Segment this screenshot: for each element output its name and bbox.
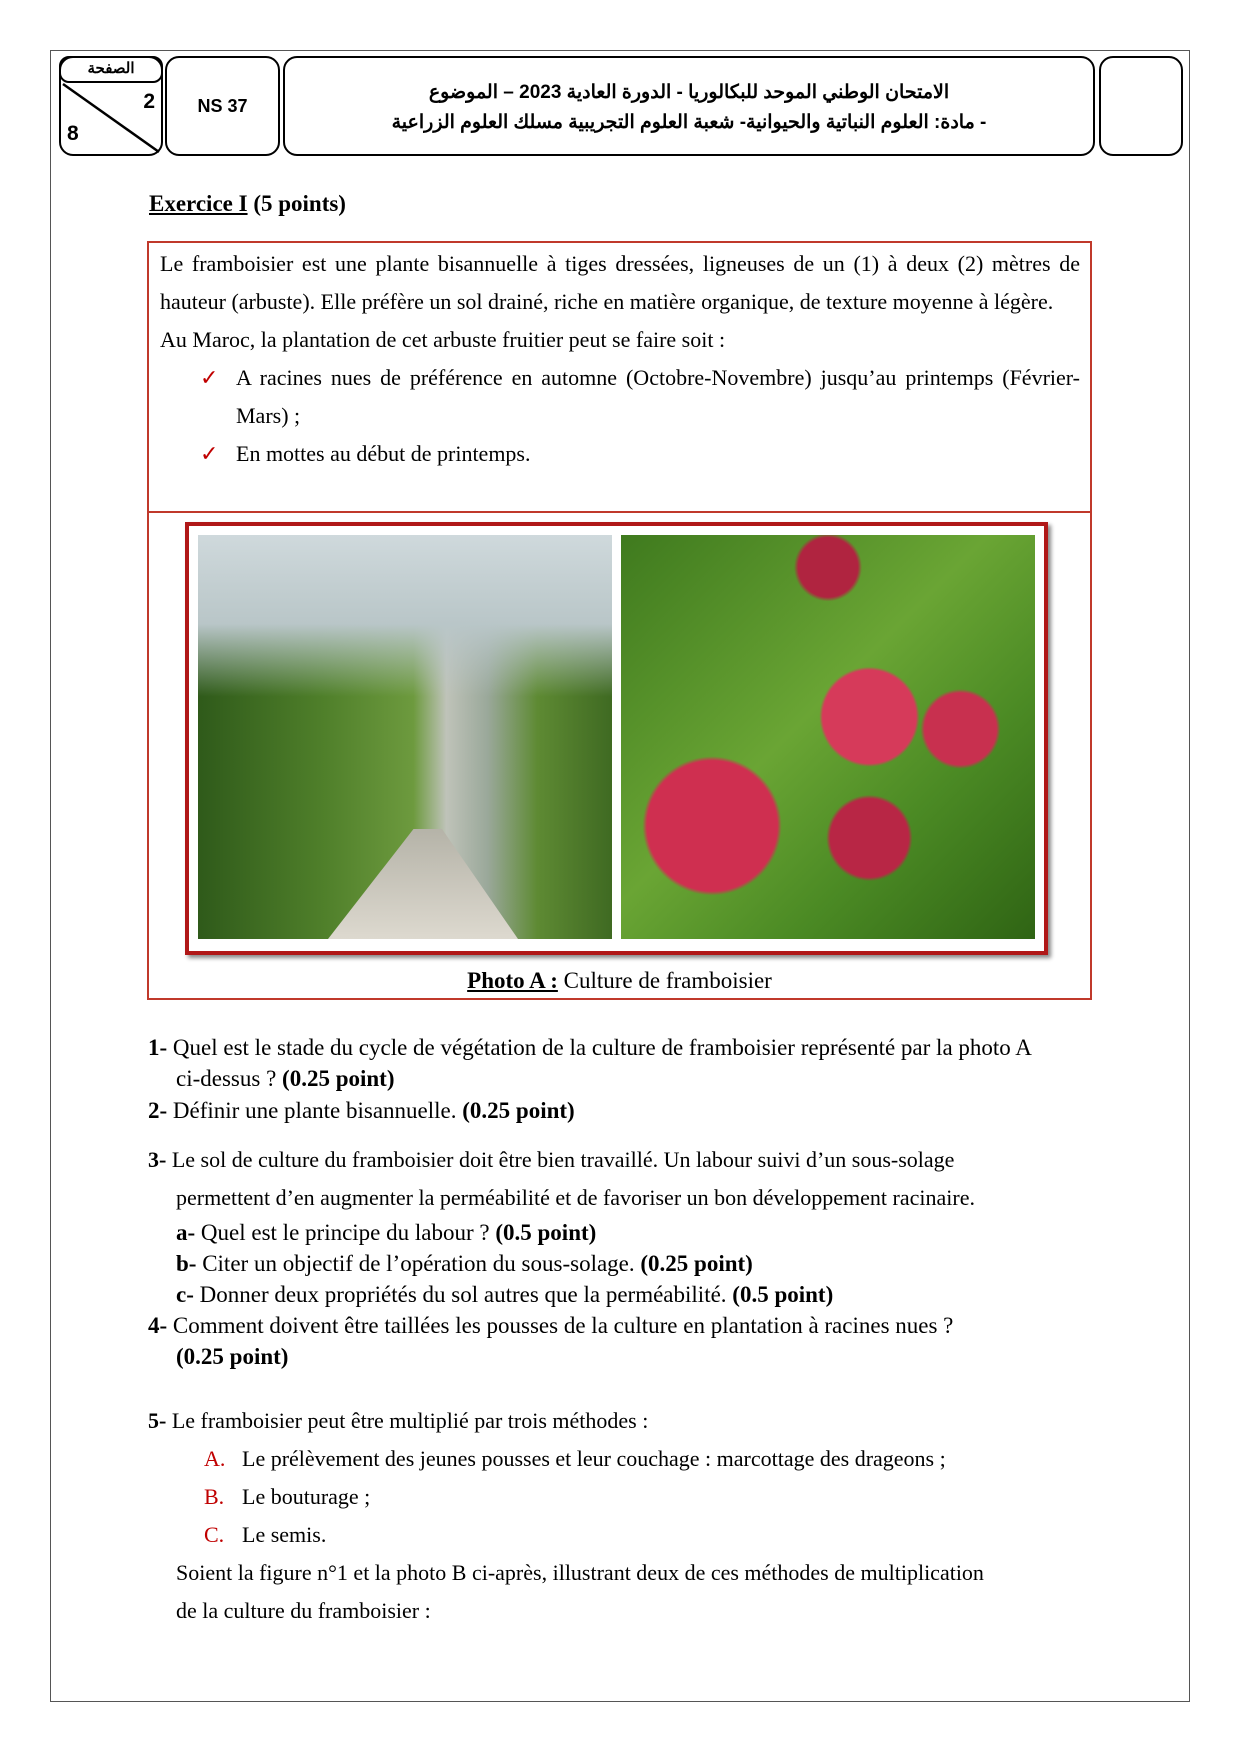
method-letter: C. [204, 1522, 225, 1547]
exercise-title [149, 188, 346, 219]
question-number: 1- [148, 1035, 168, 1060]
question-number: 3- [148, 1147, 167, 1172]
method-letter: A. [204, 1446, 226, 1471]
photo-label: Photo A : [467, 968, 558, 993]
exam-title-box [283, 56, 1095, 156]
sub-question-b [176, 1248, 833, 1279]
divider [149, 511, 1090, 513]
method-item [148, 1516, 984, 1554]
sub-points: (0.5 point) [495, 1220, 597, 1245]
sub-points: (0.5 point) [732, 1282, 834, 1307]
question-number: 2- [148, 1098, 168, 1123]
sub-number: c- [176, 1282, 194, 1307]
sub-text: Quel est le principe du labour ? [200, 1220, 490, 1245]
exercise-name: Exercice I [149, 191, 248, 216]
exercise-points: (5 points) [253, 191, 346, 216]
page-number: 2 [143, 90, 155, 113]
page-label: الصفحة [59, 56, 163, 83]
question-points: (0.25 point) [176, 1344, 289, 1369]
exam-title-line1: الامتحان الوطني الموحد للبكالوريا - الدورة العادية 2023 – الموضوع [428, 82, 950, 103]
question-3-subs [176, 1217, 833, 1310]
greenhouse-photo [198, 535, 612, 939]
question-text: Soient la figure n°1 et la photo B ci-après, illustrant deux de ces méthodes de multiplication [176, 1560, 984, 1585]
intro-bullet [160, 359, 1080, 435]
question-text: Le framboisier peut être multiplié par trois méthodes : [171, 1408, 649, 1433]
method-item [148, 1440, 984, 1478]
question-text: Le sol de culture du framboisier doit être bien travaillé. Un labour suivi d’un sous-solage [171, 1147, 955, 1172]
page-number-box [59, 56, 163, 156]
intro-bullet [160, 435, 1080, 473]
bullet-text: A racines nues de préférence en automne (Octobre-Novembre) jusqu’au printemps (Février-Mars) ; [236, 365, 1080, 428]
method-letter: B. [204, 1484, 225, 1509]
exam-code: NS 37 [165, 56, 280, 156]
method-text: Le prélèvement des jeunes pousses et leur couchage : marcottage des drageons ; [242, 1446, 946, 1471]
bullet-text: En mottes au début de printemps. [236, 441, 531, 466]
question-4 [148, 1310, 953, 1372]
question-text: Quel est le stade du cycle de végétation de la culture de framboisier représenté par la photo A [172, 1035, 1032, 1060]
photo-a-frame [185, 522, 1048, 955]
question-points: (0.25 point) [282, 1066, 395, 1091]
photo-caption [149, 965, 1090, 996]
sub-number: a- [176, 1220, 196, 1245]
question-points: (0.25 point) [462, 1098, 575, 1123]
page-total: 8 [67, 122, 79, 145]
blank-header-box [1099, 56, 1183, 156]
question-number: 5- [148, 1408, 167, 1433]
photo-caption-text: Culture de framboisier [563, 968, 772, 993]
sub-text: Donner deux propriétés du sol autres que la perméabilité. [199, 1282, 727, 1307]
sub-question-a [176, 1217, 833, 1248]
question-text: ci-dessus ? [176, 1066, 277, 1091]
question-5 [148, 1402, 984, 1630]
sub-points: (0.25 point) [640, 1251, 753, 1276]
sub-number: b- [176, 1251, 197, 1276]
question-text: de la culture du framboisier : [176, 1598, 431, 1623]
exam-title-line2: - مادة: العلوم النباتية والحيوانية- شعبة العلوم التجريبية مسلك العلوم الزراعية [391, 112, 987, 133]
intro-box [147, 241, 1092, 1000]
raspberry-photo [621, 535, 1035, 939]
question-text: Définir une plante bisannuelle. [172, 1098, 457, 1123]
method-text: Le bouturage ; [242, 1484, 371, 1509]
question-3 [148, 1141, 975, 1217]
method-text: Le semis. [242, 1522, 327, 1547]
sub-question-c [176, 1279, 833, 1310]
question-1 [148, 1032, 1032, 1094]
intro-paragraph-2: Au Maroc, la plantation de cet arbuste fruitier peut se faire soit : [160, 327, 726, 352]
sub-text: Citer un objectif de l’opération du sous-solage. [202, 1251, 635, 1276]
question-2 [148, 1095, 575, 1126]
checkmark-icon: ✓ [200, 365, 219, 390]
question-text: permettent d’en augmenter la perméabilité et de favoriser un bon développement racinaire. [176, 1185, 975, 1210]
question-text: Comment doivent être taillées les pousses de la culture en plantation à racines nues ? [172, 1313, 954, 1338]
question-number: 4- [148, 1313, 168, 1338]
greenhouse-path [328, 829, 518, 939]
method-item [148, 1478, 984, 1516]
intro-paragraph: Le framboisier est une plante bisannuelle à tiges dressées, ligneuses de un (1) à deux (2) mètres de hauteur (arbuste). Elle préfère un sol drainé, riche en matière organique, de texture moyenne à légère. [160, 251, 1080, 314]
checkmark-icon: ✓ [200, 441, 219, 466]
